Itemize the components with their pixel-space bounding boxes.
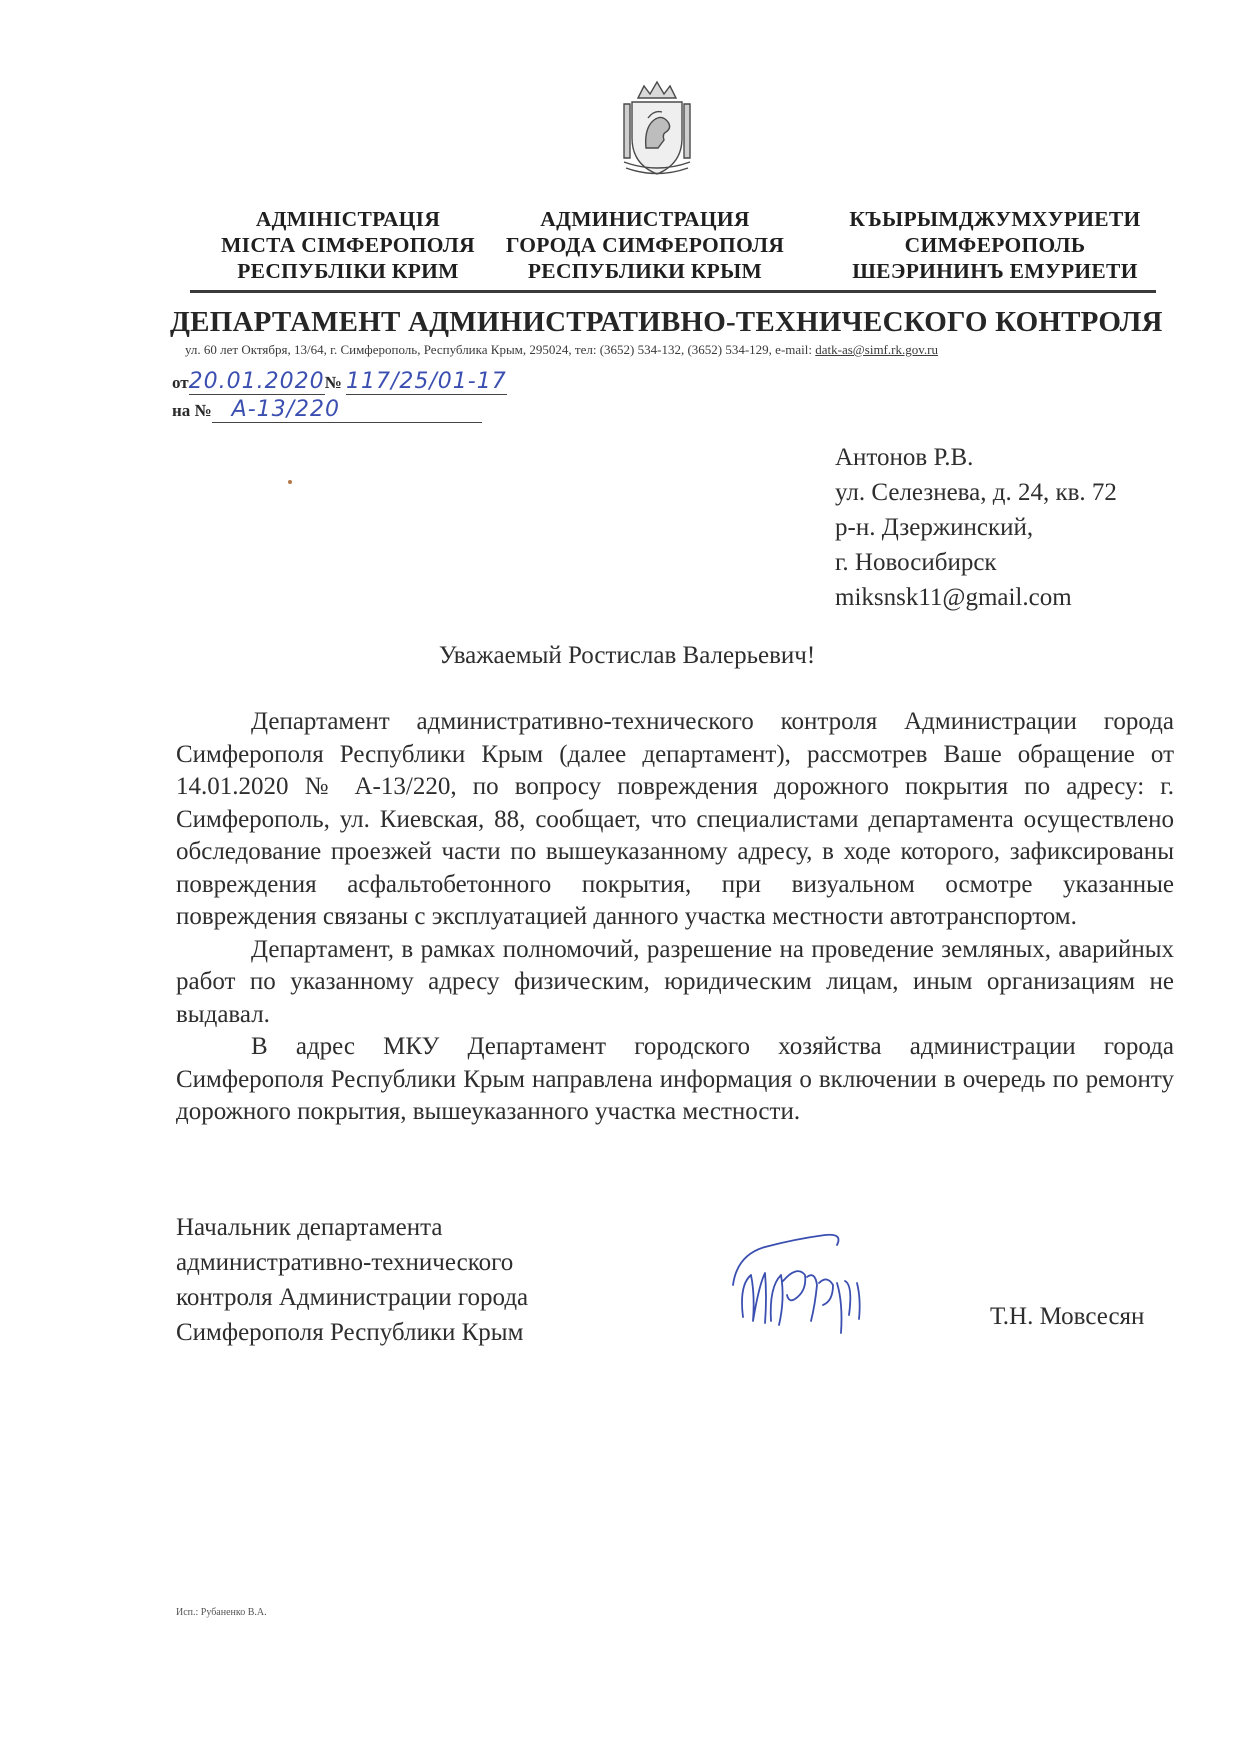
header-ua-line-3: РЕСПУБЛІКИ КРИМ bbox=[237, 259, 459, 283]
header-divider bbox=[190, 290, 1156, 293]
incoming-number-field bbox=[212, 397, 482, 423]
letter-body bbox=[176, 706, 1174, 1129]
outgoing-number-field bbox=[346, 369, 507, 395]
department-title: ДЕПАРТАМЕНТ АДМИНИСТРАТИВНО-ТЕХНИЧЕСКОГО КОНТРОЛЯ bbox=[170, 306, 1163, 338]
header-crimean-tatar bbox=[830, 206, 1160, 284]
coat-of-arms-emblem bbox=[618, 78, 696, 180]
handwritten-signature bbox=[725, 1225, 875, 1340]
department-address-text: ул. 60 лет Октября, 13/64, г. Симферополь, Республика Крым, 295024, тел: (3652) 534-132, (3652) 534-129, e-mail: bbox=[185, 342, 816, 357]
header-crh-line-2: СИМФЕРОПОЛЬ bbox=[904, 233, 1086, 257]
body-paragraph-1: Департамент административно-технического контроля Администрации города Симферополя Республики Крым (далее департамент), рассмотрев Ваше обращение от 14.01.2020 № А-13/220, по вопросу повреждения дорожного покрытия по адресу: г. Симферополь, ул. Киевская, 88, сообщает, что специалистами департамента осуществлено обследование проезжей части по вышеуказанному адресу, в ходе которого, зафиксированы повреждения асфальтобетонного покрытия, при визуальном осмотре указанные повреждения связаны с эксплуатацией данного участка местности автотранспортом. bbox=[176, 708, 1174, 930]
header-ua-line-2: МІСТА СІМФЕРОПОЛЯ bbox=[221, 233, 475, 257]
signer-name: Т.Н. Мовсесян bbox=[990, 1303, 1145, 1330]
number-label: № bbox=[324, 373, 342, 392]
header-crh-line-1: КЪЫРЫМДЖУМХУРИЕТИ bbox=[849, 207, 1141, 231]
recipient-name: Антонов Р.В. bbox=[835, 444, 974, 471]
recipient-city: г. Новосибирск bbox=[835, 549, 997, 576]
header-russian bbox=[495, 206, 795, 284]
ot-label: от bbox=[172, 373, 189, 392]
recipient-block bbox=[835, 440, 1117, 615]
executor-note: Исп.: Рубаненко В.А. bbox=[176, 1607, 267, 1618]
department-email-link[interactable]: datk-as@simf.rk.gov.ru bbox=[815, 342, 938, 357]
body-paragraph-3: В адрес МКУ Департамент городского хозяйства администрации города Симферополя Республики Крым направлена информация о включении в очередь по ремонту дорожного покрытия, вышеуказанного участка местности. bbox=[176, 1033, 1174, 1125]
position-line-3: контроля Администрации города bbox=[176, 1284, 529, 1311]
header-ru-line-2: ГОРОДА СИМФЕРОПОЛЯ bbox=[505, 233, 785, 257]
signatory-position bbox=[176, 1210, 528, 1350]
header-ru-line-1: АДМИНИСТРАЦИЯ bbox=[540, 207, 750, 231]
header-ua-line-1: АДМІНІСТРАЦІЯ bbox=[255, 207, 441, 231]
incoming-reference bbox=[172, 397, 482, 423]
header-ru-line-3: РЕСПУБЛИКИ КРЫМ bbox=[527, 259, 763, 283]
outgoing-date-field bbox=[189, 369, 325, 395]
body-paragraph-2: Департамент, в рамках полномочий, разрешение на проведение земляных, аварийных работ по указанному адресу физическим, юридическим лицам, иным организациям не выдавал. bbox=[176, 935, 1174, 1028]
outgoing-number: 117/25/01-17 bbox=[345, 369, 507, 394]
position-line-1: Начальник департамента bbox=[176, 1214, 443, 1241]
outgoing-date: 20.01.2020 bbox=[188, 369, 325, 394]
position-line-4: Симферополя Республики Крым bbox=[176, 1319, 524, 1346]
position-line-2: административно-технического bbox=[176, 1249, 514, 1276]
outgoing-reference bbox=[172, 369, 507, 395]
incoming-number: А-13/220 bbox=[231, 397, 341, 422]
recipient-street: ул. Селезнева, д. 24, кв. 72 bbox=[835, 479, 1117, 506]
na-label: на № bbox=[172, 401, 212, 420]
paper-speck bbox=[288, 480, 292, 484]
greeting: Уважаемый Ростислав Валерьевич! bbox=[438, 642, 816, 669]
recipient-email: miksnsk11@gmail.com bbox=[835, 584, 1072, 611]
header-ukrainian bbox=[198, 206, 498, 284]
header-crh-line-3: ШЕЭРИНИНЪ ЕМУРИЕТИ bbox=[852, 259, 1138, 283]
recipient-district: р-н. Дзержинский, bbox=[835, 514, 1034, 541]
department-address bbox=[185, 342, 938, 358]
